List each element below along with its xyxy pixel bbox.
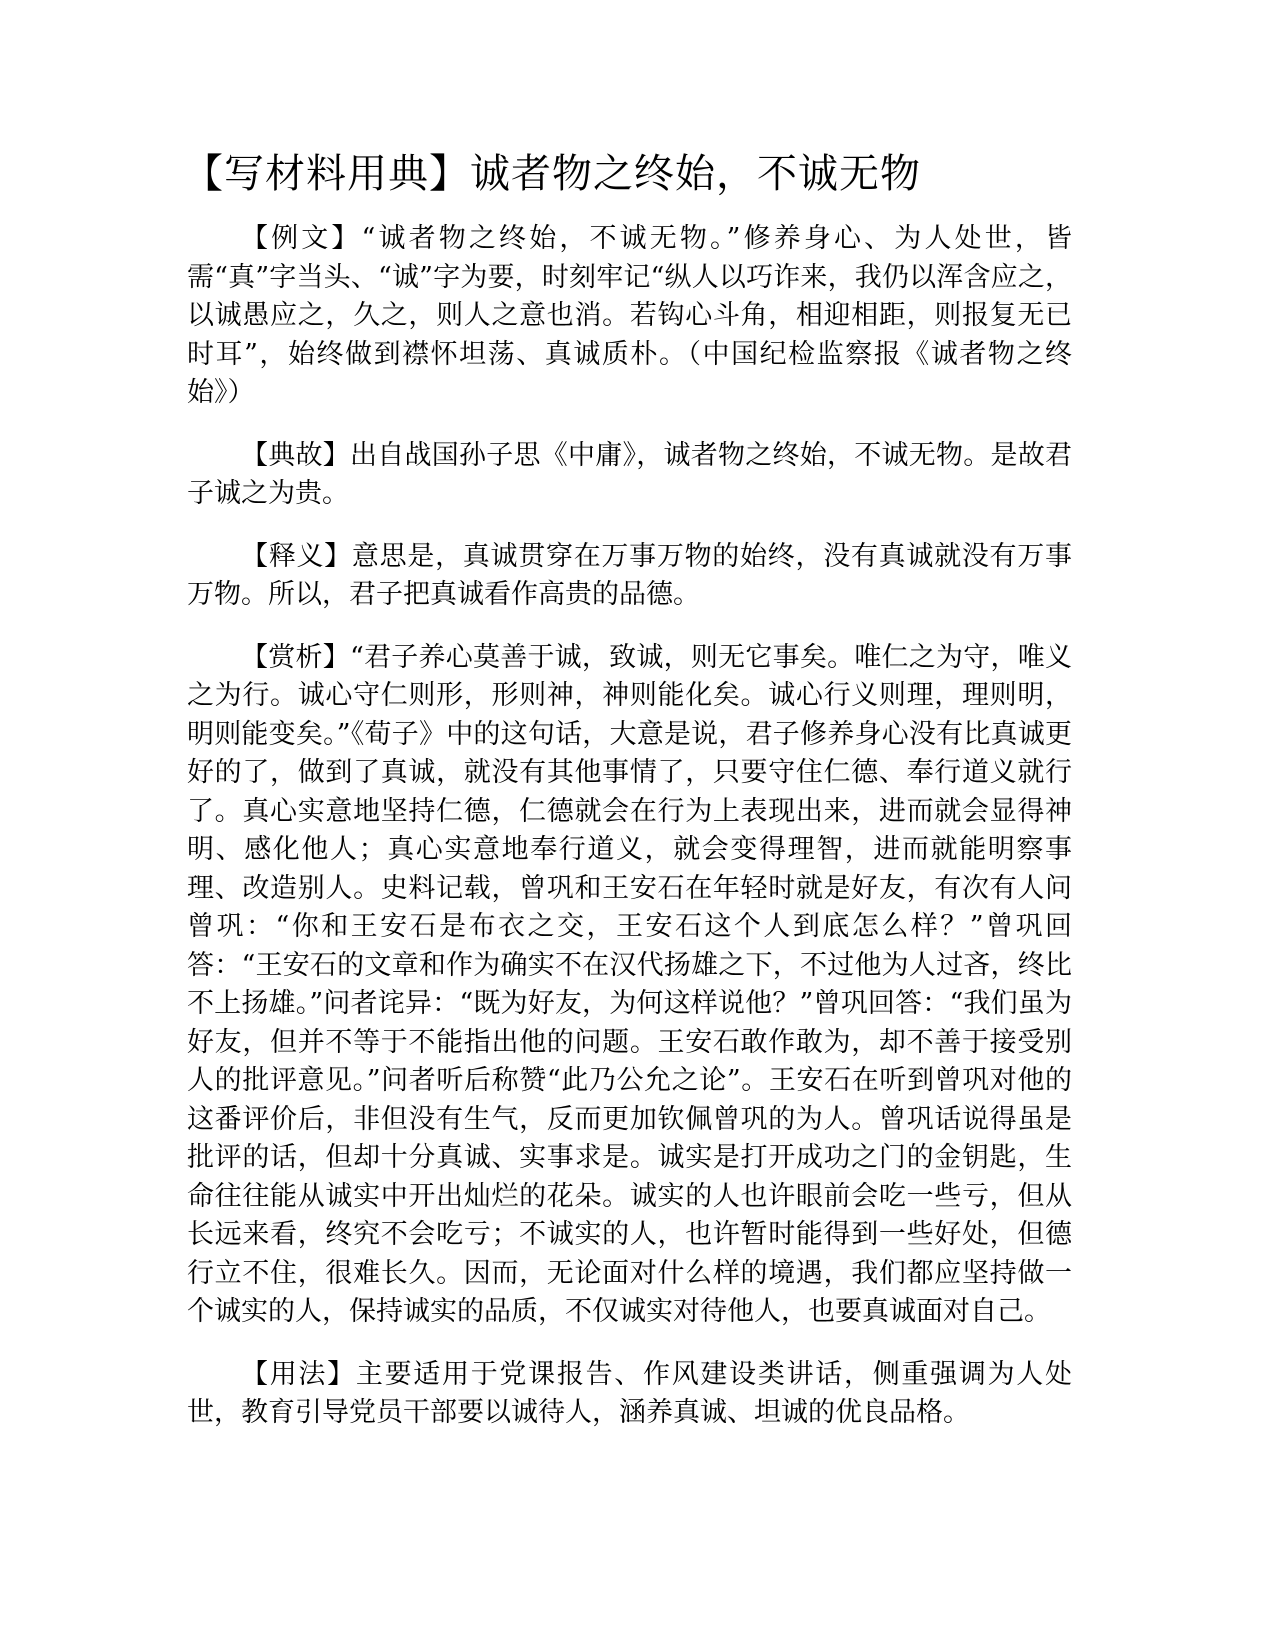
document-body bbox=[187, 220, 1072, 1457]
paragraph-example: 【例文】“诚者物之终始，不诚无物。”修养身心、为人处世，皆需“真”字当头、“诚”字为要，时刻牢记“纵人以巧诈来，我仍以浑含应之，以诚愚应之，久之，则人之意也消。若钩心斗角，相迎相距，则报复无已时耳”，始终做到襟怀坦荡、真诚质朴。（中国纪检监察报《诚者物之终始》） bbox=[187, 223, 1072, 408]
paragraph-allusion: 【典故】出自战国孙子思《中庸》，诚者物之终始，不诚无物。是故君子诚之为贵。 bbox=[187, 439, 1072, 509]
paragraph-appreciation: 【赏析】“君子养心莫善于诚，致诚，则无它事矣。唯仁之为守，唯义之为行。诚心守仁则形，形则神，神则能化矣。诚心行义则理，理则明，明则能变矣。”《荀子》中的这句话，大意是说，君子修养身心没有比真诚更好的了，做到了真诚，就没有其他事情了，只要守住仁德、奉行道义就行了。真心实意地坚持仁德，仁德就会在行为上表现出来，进而就会显得神明、感化他人；真心实意地奉行道义，就会变得理智，进而就能明察事理、改造别人。史料记载，曾巩和王安石在年轻时就是好友，有次有人问曾巩：“你和王安石是布衣之交，王安石这个人到底怎么样？”曾巩回答：“王安石的文章和作为确实不在汉代扬雄之下，不过他为人过吝，终比不上扬雄。”问者诧异：“既为好友，为何这样说他？”曾巩回答：“我们虽为好友，但并不等于不能指出他的问题。王安石敢作敢为，却不善于接受别人的批评意见。”问者听后称赞“此乃公允之论”。王安石在听到曾巩对他的这番评价后，非但没有生气，反而更加钦佩曾巩的为人。曾巩话说得虽是批评的话，但却十分真诚、实事求是。诚实是打开成功之门的金钥匙，生命往往能从诚实中开出灿烂的花朵。诚实的人也许眼前会吃一些亏，但从长远来看，终究不会吃亏；不诚实的人，也许暂时能得到一些好处，但德行立不住，很难长久。因而，无论面对什么样的境遇，我们都应坚持做一个诚实的人，保持诚实的品质，不仅诚实对待他人，也要真诚面对自己。 bbox=[187, 641, 1072, 1327]
paragraph-usage: 【用法】主要适用于党课报告、作风建设类讲话，侧重强调为人处世，教育引导党员干部要以诚待人，涵养真诚、坦诚的优良品格。 bbox=[187, 1358, 1072, 1428]
document-title: 【写材料用典】诚者物之终始，不诚无物 bbox=[183, 151, 921, 197]
paragraph-meaning: 【释义】意思是，真诚贯穿在万事万物的始终，没有真诚就没有万事万物。所以，君子把真诚看作高贵的品德。 bbox=[187, 540, 1072, 610]
